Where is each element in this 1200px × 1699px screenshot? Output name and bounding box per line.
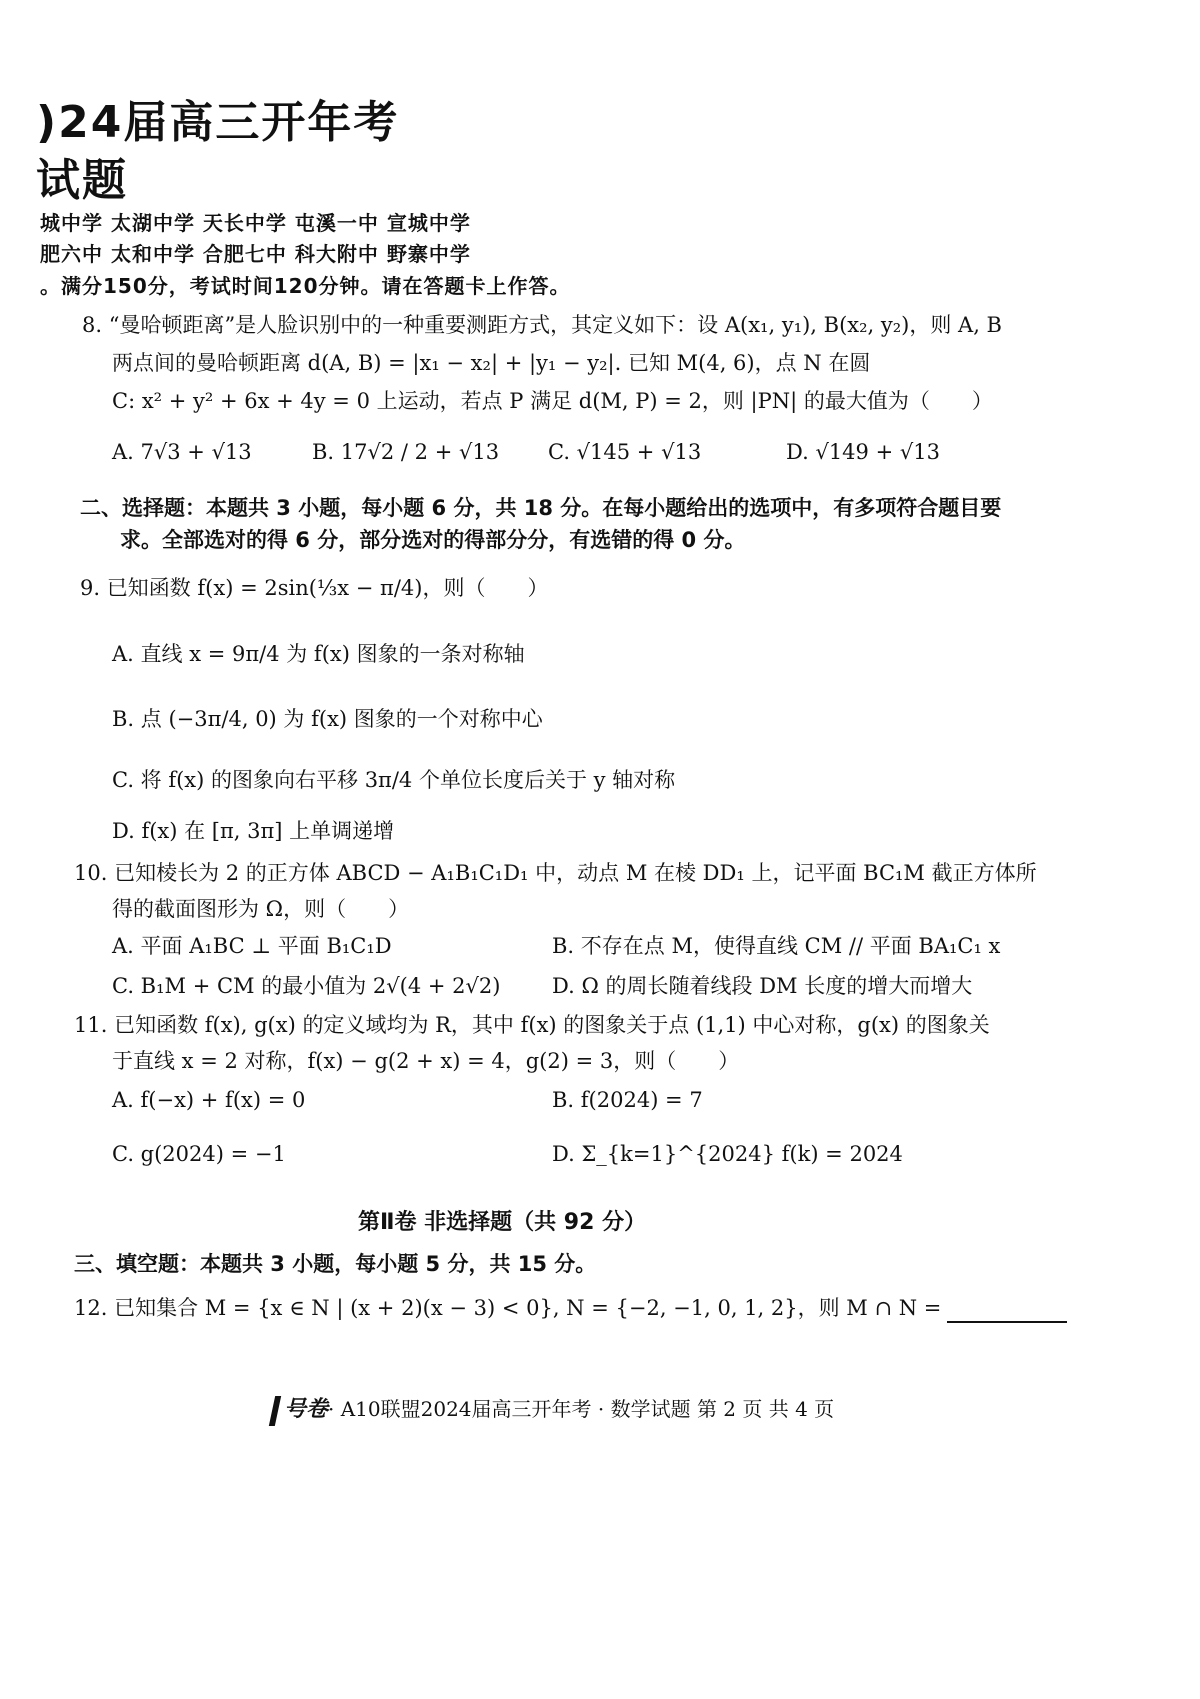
q8-option-a: A. 7√3 + √13: [112, 440, 252, 464]
q11-line2: 于直线 x = 2 对称，f(x) − g(2 + x) = 4，g(2) = 3，则（ ）: [112, 1049, 740, 1073]
q9-option-c: C. 将 f(x) 的图象向右平移 3π/4 个单位长度后关于 y 轴对称: [112, 768, 676, 792]
q10-line2: 得的截面图形为 Ω，则（ ）: [112, 897, 410, 921]
q8-option-b: B. 17√2 / 2 + √13: [312, 440, 500, 464]
q8-line1: 8. “曼哈顿距离”是人脸识别中的一种重要测距方式，其定义如下：设 A(x₁, y₁), B(x₂, y₂)，则 A, B: [82, 313, 1002, 337]
q8-option-d: D. √149 + √13: [786, 440, 940, 464]
q8-line2: 两点间的曼哈顿距离 d(A, B) = |x₁ − x₂| + |y₁ − y₂|. 已知 M(4, 6)，点 N 在圆: [112, 351, 871, 375]
q11-option-c: C. g(2024) = −1: [112, 1142, 286, 1166]
footer-text: · A10联盟2024届高三开年考 · 数学试题 第 2 页 共 4 页: [328, 1397, 835, 1421]
q8-line3: C: x² + y² + 6x + 4y = 0 上运动，若点 P 满足 d(M, P) = 2，则 |PN| 的最大值为（ ）: [112, 389, 993, 413]
q10-line1: 10. 已知棱长为 2 的正方体 ABCD − A₁B₁C₁D₁ 中，动点 M 在棱 DD₁ 上，记平面 BC₁M 截正方体所: [74, 861, 1037, 885]
schools-line1: 城中学 太湖中学 天长中学 屯溪一中 宣城中学: [40, 211, 471, 235]
q10-option-b: B. 不存在点 M，使得直线 CM // 平面 BA₁C₁ x: [552, 934, 1001, 958]
exam-note: 。满分150分，考试时间120分钟。请在答题卡上作答。: [40, 274, 571, 298]
schools-line2: 肥六中 太和中学 合肥七中 科大附中 野寨中学: [40, 242, 471, 266]
page-footer: [272, 1392, 834, 1426]
q12-answer-blank[interactable]: [947, 1299, 1067, 1323]
section2-line2: 求。全部选对的得 6 分，部分选对的得部分分，有选错的得 0 分。: [120, 528, 746, 552]
q10-option-a: A. 平面 A₁BC ⊥ 平面 B₁C₁D: [112, 934, 392, 958]
q9-stem: 9. 已知函数 f(x) = 2sin(⅓x − π/4)，则（ ）: [80, 576, 549, 600]
q10-option-c: C. B₁M + CM 的最小值为 2√(4 + 2√2): [112, 974, 501, 998]
exam-title-line2: 试题: [36, 155, 128, 206]
q8-option-c: C. √145 + √13: [548, 440, 702, 464]
q12-stem: [74, 1293, 1067, 1323]
q9-option-b: B. 点 (−3π/4, 0) 为 f(x) 图象的一个对称中心: [112, 707, 543, 731]
exam-title-line1: )24届高三开年考: [36, 97, 400, 148]
q10-option-d: D. Ω 的周长随着线段 DM 长度的增大而增大: [552, 974, 973, 998]
q12-text: 12. 已知集合 M = {x ∈ N | (x + 2)(x − 3) < 0}, N = {−2, −1, 0, 1, 2}，则 M ∩ N =: [74, 1296, 942, 1320]
q9-option-a: A. 直线 x = 9π/4 为 f(x) 图象的一条对称轴: [112, 642, 525, 666]
logo-mark-icon: [269, 1396, 281, 1426]
q11-option-a: A. f(−x) + f(x) = 0: [112, 1088, 306, 1112]
q11-line1: 11. 已知函数 f(x), g(x) 的定义域均为 R，其中 f(x) 的图象关于点 (1,1) 中心对称，g(x) 的图象关: [74, 1013, 990, 1037]
q9-option-d: D. f(x) 在 [π, 3π] 上单调递增: [112, 819, 395, 843]
section3-heading: 三、填空题：本题共 3 小题，每小题 5 分，共 15 分。: [74, 1252, 597, 1276]
q11-option-b: B. f(2024) = 7: [552, 1088, 703, 1112]
footer-logo: 号卷: [284, 1396, 329, 1422]
q11-option-d: D. Σ_{k=1}^{2024} f(k) = 2024: [552, 1142, 903, 1166]
part2-title: 第Ⅱ卷 非选择题（共 92 分）: [358, 1210, 647, 1235]
section2-line1: 二、选择题：本题共 3 小题，每小题 6 分，共 18 分。在每小题给出的选项中，有多项符合题目要: [80, 496, 1002, 520]
